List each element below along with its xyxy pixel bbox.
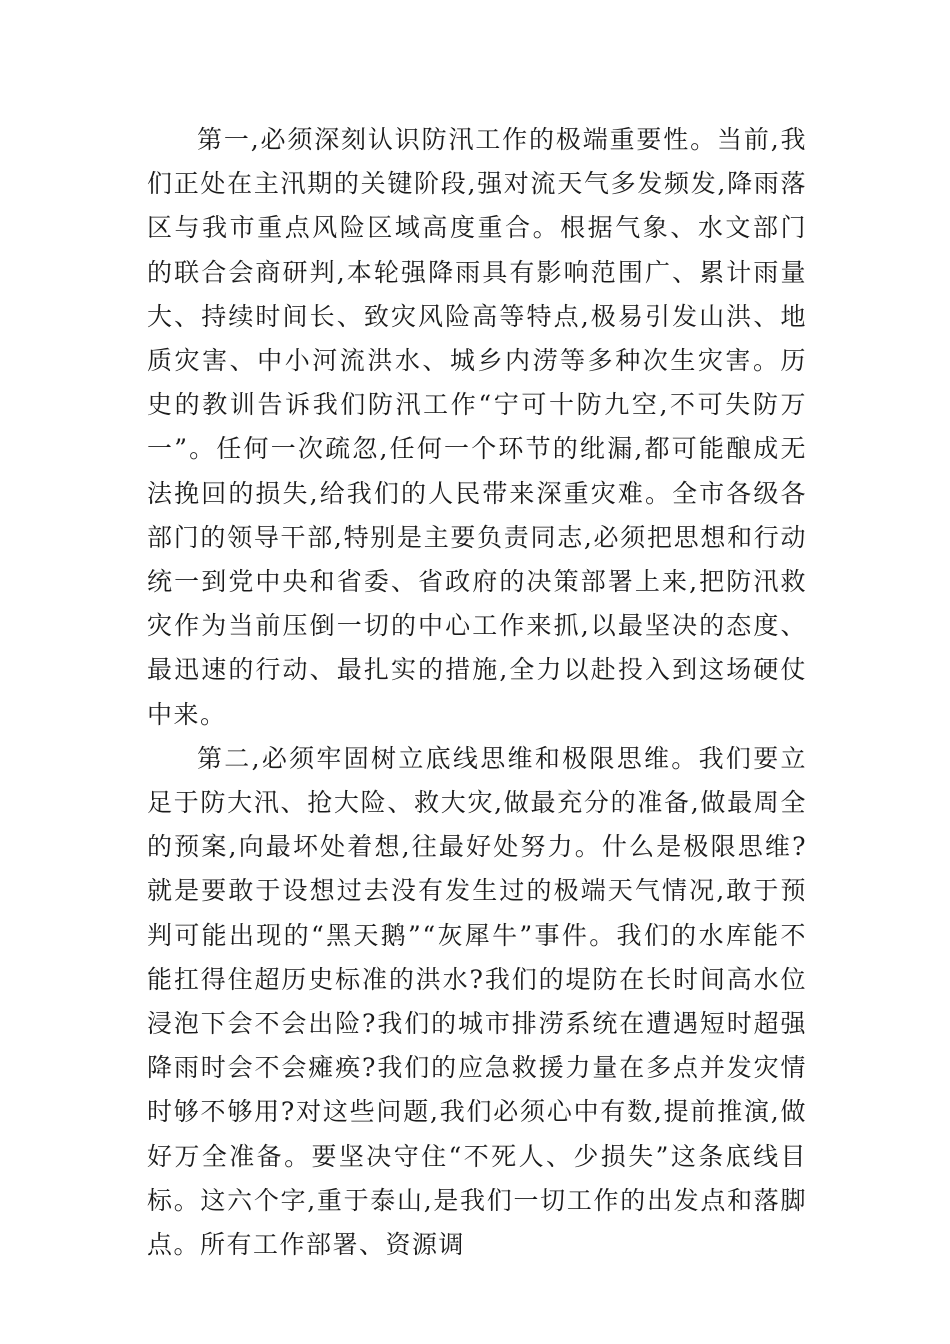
paragraph-1: 第一,必须深刻认识防汛工作的极端重要性。当前,我们正处在主汛期的关键阶段,强对流天气多发频发,降雨落区与我市重点风险区域高度重合。根据气象、水文部门的联合会商研判,本轮强降雨具有影响范围广、累计雨量大、持续时间长、致灾风险高等特点,极易引发山洪、地质灾害、中小河流洪水、城乡内涝等多种次生灾害。历史的教训告诉我们防汛工作“宁可十防九空,不可失防万一”。任何一次疏忽,任何一个环节的纰漏,都可能酿成无法挽回的损失,给我们的人民带来深重灾难。全市各级各部门的领导干部,特别是主要负责同志,必须把思想和行动统一到党中央和省委、省政府的决策部署上来,把防汛救灾作为当前压倒一切的中心工作来抓,以最坚决的态度、最迅速的行动、最扎实的措施,全力以赴投入到这场硬仗中来。 <box>147 125 807 729</box>
document-body <box>147 118 807 1267</box>
paragraph-2: 第二,必须牢固树立底线思维和极限思维。我们要立足于防大汛、抢大险、救大灾,做最充分的准备,做最周全的预案,向最坏处着想,往最好处努力。什么是极限思维?就是要敢于设想过去没有发生过的极端天气情况,敢于预判可能出现的“黑天鹅”“灰犀牛”事件。我们的水库能不能扛得住超历史标准的洪水?我们的堤防在长时间高水位浸泡下会不会出险?我们的城市排涝系统在遭遇短时超强降雨时会不会瘫痪?我们的应急救援力量在多点并发灾情时够不够用?对这些问题,我们必须心中有数,提前推演,做好万全准备。要坚决守住“不死人、少损失”这条底线目标。这六个字,重于泰山,是我们一切工作的出发点和落脚点。所有工作部署、资源调 <box>147 743 807 1260</box>
